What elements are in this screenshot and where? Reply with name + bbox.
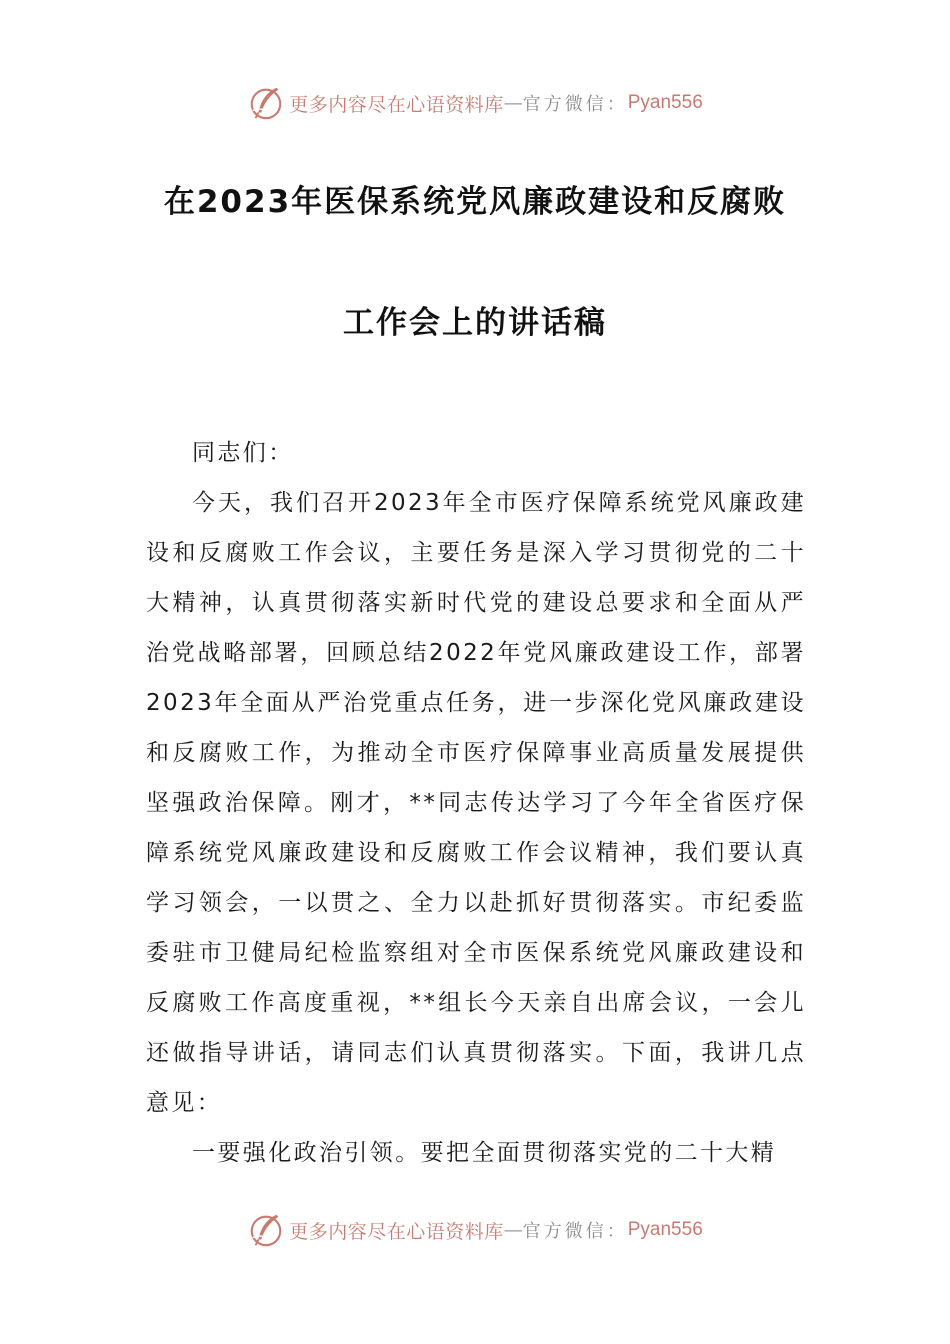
watermark-official-label: 官方微信： xyxy=(522,1221,628,1242)
watermark-official-label: 官方微信： xyxy=(522,94,628,115)
quill-pen-logo-icon xyxy=(247,1211,285,1249)
document-title-line-2: 工作会上的讲话稿 xyxy=(343,305,607,341)
paragraph-1: 今天，我们召开2023年全市医疗保障系统党风廉政建设和反腐败工作会议，主要任务是深入学习贯彻党的二十大精神，认真贯彻落实新时代党的建设总要求和全面从严治党战略部署，回顾总结2022年党风廉政建设工作，部署2023年全面从严治党重点任务，进一步深化党风廉政建设和反腐败工作，为推动全市医疗保障事业高质量发展提供坚强政治保障。刚才，**同志传达学习了今年全省医疗保障系统党风廉政建设和反腐败工作会议精神，我们要认真学习领会，一以贯之、全力以赴抓好贯彻落实。市纪委监委驻市卫健局纪检监察组对全市医保系统党风廉政建设和反腐败工作高度重视，**组长今天亲自出席会议，一会儿还做指导讲话，请同志们认真贯彻落实。下面，我讲几点意见： xyxy=(146,490,806,1116)
watermark-separator: — xyxy=(503,92,523,114)
watermark-separator: — xyxy=(503,1219,523,1241)
salutation: 同志们： xyxy=(192,440,294,466)
paragraph-2: 一要强化政治引领。要把全面贯彻落实党的二十大精 xyxy=(192,1140,777,1166)
document-title-line-1: 在2023年医保系统党风廉政建设和反腐败 xyxy=(163,184,787,220)
quill-pen-logo-icon xyxy=(247,84,285,122)
footer-watermark xyxy=(0,1210,950,1250)
watermark-text: 更多内容尽在心语资料库 xyxy=(289,1220,504,1243)
watermark-text: 更多内容尽在心语资料库 xyxy=(289,93,504,116)
watermark-account: Pyan556 xyxy=(627,1219,703,1240)
watermark-account: Pyan556 xyxy=(627,92,703,113)
document-body xyxy=(146,428,806,1178)
header-watermark xyxy=(0,83,950,123)
